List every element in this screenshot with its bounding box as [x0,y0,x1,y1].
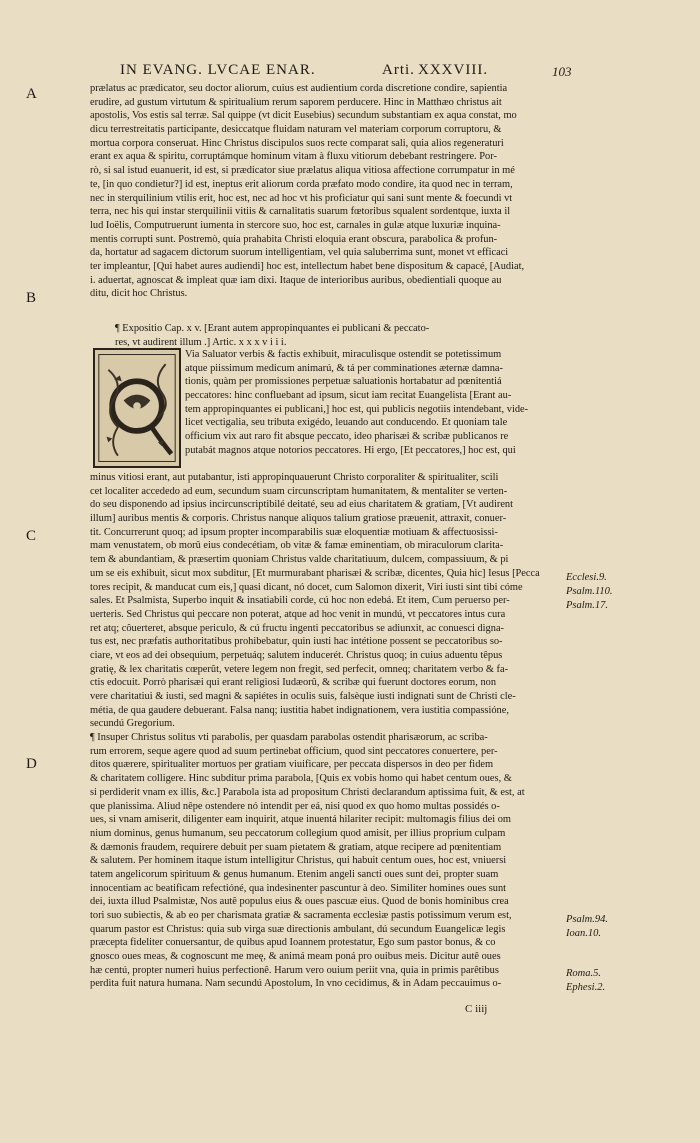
text-line: rò, si sal istud euanuerit, id est, si prædicator siue prælatus aliqua vitiosa affectione corrumpatur in mé [90,165,515,177]
marginal-note: Psalm.17. [566,600,608,611]
text-line: do seu disponendo ad ipsius incircunscriptibilé deitaté, seu ad eius charitatem & gratiam, [Vt audirent [90,499,514,511]
marginal-note: Roma.5. [566,968,601,979]
text-line: métia, de qua gaudere debuerant. Falsa nanq; iustitia habet indignationem, vera iustitia compassióne, [90,704,509,716]
text-line: tem & abundantiam, & præsertim quoniam Christus valde charitatiuum, dulcem, compassiuum, & pi [90,554,509,566]
text-line: ter impleantur, [Qui habet aures audiendi] hoc est, intellectum habet bene dispositum & capacé, [Audiat, [90,260,525,272]
text-line: cet localiter accededo ad eum, secundum suam circunscriptam humanitatem, & mentaliter se verten- [90,485,508,497]
text-line: licet vectigalia, seu tributa exigédo, leuando aut conducendo. Et quoniam tale [185,417,508,429]
header-numeral: XXXVIII. [418,62,489,78]
text-line: atque piissimum medicum animarú, & tá per comminationes æternæ damna- [185,362,503,374]
header-title: IN EVANG. LVCAE ENAR. [120,62,316,78]
text-line: gnosco oues meas, & cognoscunt me meę, & animá meam poná pro ouibus meis. Dicitur autê oues [90,951,501,963]
text-line: tus est, nec præfatis authoritatibus prohibebatur, quin iusti hac intétione possent se peccatoribus so- [90,636,503,648]
text-line: ctis edocuit. Porrò pharisæi qui erant religiosi Iudæorû, & scribæ qui fuerunt doctores eorum, non [90,677,497,689]
marginal-note: Psalm.94. [566,914,608,925]
text-line: mam venustatem, ob morû eius condecétiam, ob vitæ & famæ eminentiam, ob miraculorum clarita- [90,540,504,552]
text-line: ciare, vt eos ad dei obsequium, perpetuáq; salutem inducerét. Christus quoq; in cuius aduentu têpus [90,649,503,661]
text-line: & dæmonis fraudem, requirere debuit per suam pietatem & gratiam, atque recipere ad pœnitentiam [90,841,502,853]
text-line: tatem angelicorum spirituum & genus humanum. Etenim angeli sancti oues sunt dei, propter suam [90,868,499,880]
text-line: sales. Et Psalmista, Superbo inquit & insatiabili corde, cú hoc non edebá. Et item, Cum peruerso per- [90,595,510,607]
text-line: lud Ioëlis, Computruerunt iumenta in stercore suo, hoc est, carnales in gulæ atque luxuriæ inquina- [90,219,501,231]
paragraph-1 [90,82,560,301]
text-line: te, [in quo condietur?] id est, ineptus erit aliorum corda præfato modo condire, ita quod nec in terram, [90,178,513,190]
text-line: ues, si vnam amiserit, diligenter eam inquirit, atque inuentá hilariter recipit: multomagis filius dei om [90,814,512,826]
text-line: Via Saluator verbis & factis exhibuit, miraculisque ostendit se potetissimum [185,349,502,360]
marginal-note: Ephesi.2. [566,982,606,993]
text-line: da, hortatur ad sagacem dictorum suorum intelligentiam, vel quia saluberrima sunt, monet vt efficaci [90,247,509,259]
paragraph-2-body [90,471,560,991]
text-line: erudire, ad gustum virtutum & spiritualium rerum saporem perducere. Hinc in Matthæo christus ait [90,96,502,108]
text-line: officium vix aut raro fit absque peccato, ideo pharisæi & scribæ publicanos re [185,431,509,443]
marginal-note: Ecclesi.9. [566,572,607,583]
text-line: erant ex aqua & spiritu, corruptámque hominum vitam à fluxu vitiorum debebant restringere. Por- [90,151,497,163]
text-line: illum] auribus mentis & corporis. Christus nanque aliquos talium gratiose præuenit, attraxit, conuer- [90,513,507,525]
text-line: res, vt audirent illum .] Artic. x x x v i i i. [115,336,287,348]
text-line: ditu, dicit hoc Christus. [90,288,188,300]
exposition-heading [115,322,555,349]
text-line: dicu terrestreitatis participante, desiccatque fluidam naturam vel materiam corporum corruptoru, & [90,124,502,136]
text-line: um se eis exhibuit, sicut mox subditur, [Et murmurabant pharisæi & scribæ, dicentes, Quia hic] Iesus [Pecca [90,567,540,579]
text-line: nium dominus, genus humanum, seu peccatorum collegium quod amisit, per illius proprium culpam [90,827,506,839]
text-line: i. aduertat, agnoscat & impleat quæ iam dixi. Itaque de interioribus auribus, obedientiali quoque au [90,274,502,286]
marginal-note: Psalm.110. [566,586,613,597]
signature-mark: C iiij [465,1003,488,1015]
text-line: tem appropinquantes ei publicani,] hoc est, qui publicis negotiis intendebant, vide- [185,403,529,415]
text-line: tionis, quàm per promissiones perpetuæ saluationis hortabatur ad pœnitentiá [185,376,502,388]
text-line: gratię, & lex charitatis cœperût, vetere legem non fregit, sed perfecit, omneq; charitatem verbo & fa- [90,663,509,675]
ornament-icon [95,350,179,466]
text-line: & salutem. Per hominem itaque istum intelligitur Christus, qui habuit centum oues, hoc est, vniuersi [90,855,507,867]
text-line: ¶ Insuper Christus solitus vti parabolis, per quasdam parabolas ostendit pharisæorum, ac scriba- [90,732,488,744]
text-line: si perdiderit vnam ex illis, &c.] Parabola ista ad propositum Christi declarandum aptissima fuit, & est, at [90,786,525,798]
text-line: putabát magnos atque notorios peccatores. Hi ergo, [Et peccatores,] hoc est, qui [185,444,516,456]
text-line: vere charitatiui & iusti, sed magni & sapiétes in oculis suis, falsèque iusti indignati sunt de Christi cle- [90,691,516,702]
text-line: terra, nec his qui instar sterquilinii vitiis & carnalitatis suarum fœtoribus squalent sordentque, iuxta il [90,206,511,218]
text-line: ditos quærere, spiritualiter mortuos per gratiam viuificare, per peccata dispersos in deo per fidem [90,759,494,771]
page-number: 103 [552,64,572,79]
paragraph-2-beside-initial [185,348,560,458]
text-line: uerteris. Sed Christus qui peccare non poterat, atque ad hoc venit in mundú, vt peccatores intus cura [90,608,506,620]
text-line: prælatus ac prædicator, seu doctor aliorum, cuius est audientium corda discretione condire, sapientia [90,83,508,94]
text-line: & charitatem colligere. Hinc subditur prima parabola, [Quis ex vobis homo qui habet centum oues, & [90,773,512,785]
margin-letter-d: D [26,756,37,772]
text-line: dei, iuxta illud Psalmistæ, Nos autê populus eius & oues pascuæ eius. Quod de bonis hominibus crea [90,896,509,908]
text-line: innocentiam ac beatificam refectióné, qua indesinenter pascuntur à deo. Similiter homines oues sunt [90,882,507,894]
text-line: hæ centú, propter numeri huius perfectionê. Harum vero ouium periit vna, quia in primis parêtibus [90,964,499,976]
text-line: præcepta fideliter conuersantur, de quibus apud Ioannem protestatur, Ego sum pastor bonus, & co [90,937,496,949]
text-line: nec in sterquilinium vtilis erit, hoc est, nec ad hoc vt his proficiatur qui sani sunt mente & foecundi vt [90,192,513,204]
text-line: apostolis, Vos estis sal terræ. Sal quippe (vt dicit Eusebius) secundum substantiam ex aqua constat, mo [90,110,517,122]
text-line: mortua corpora conseruat. Hinc Christus discipulos suos recte comparat sali, quia alios regeneraturi [90,137,504,149]
text-line: ret atq; côuerteret, absque periculo, & cú fructu ingenti peccatoribus se adiunxit, ac conuesci digna- [90,622,505,634]
marginal-note: Ioan.10. [566,928,601,939]
decorated-initial-q [93,348,181,468]
text-line: tores recipit, & manducat cum eis,] quasi dicant, nó docet, cum Salomon dixerit, Viri iusti sint tibi cóme [90,581,523,593]
text-line: rum errorem, seque agere quod ad suum pertinebat officium, quod sint peccatores conuertere, per- [90,745,498,757]
text-line: perdita fuit natura humana. Nam secundú Apostolum, In vno cecidimus, & in Adam peccauimus o- [90,978,502,990]
text-line: quarum pastor est Christus: quia sub virga suæ directionis ambulant, dú secundum Euangelicæ legis [90,923,506,935]
text-line: peccatores: hinc confluebant ad ipsum, sicut iam recitat Euangelista [Erant au- [185,390,512,402]
text-line: mentis corrupti sunt. Postremò, quia prahabita Christi eloquia erant obscura, parabolica & profun- [90,233,498,245]
text-line: que planissima. Aliud nêpe ostendere nó intendit per eá, nisi quod ex quo homo multas possidés o- [90,800,500,812]
text-line: tit. Concurrerunt quoq; ad ipsum propter incomparabilis suæ eloquentiæ motiuam & affectuosissi- [90,526,498,538]
margin-letter-b: B [26,290,37,306]
text-line: secundú Gregorium. [90,718,175,730]
text-line: minus vitiosi erant, aut putabantur, isti appropinquauerunt Christo corporaliter & spiritualiter, scili [90,472,499,483]
margin-letter-c: C [26,528,37,544]
margin-letter-a: A [26,86,37,102]
text-line: tori suo subiectis, & ab eo per charismata gratiæ & sacramenta ecclesiæ pastis potissimum verum est, [90,910,512,921]
header-arti: Arti. [382,62,415,78]
text-line: ¶ Expositio Cap. x v. [Erant autem appropinquantes ei publicani & peccato- [115,323,430,334]
